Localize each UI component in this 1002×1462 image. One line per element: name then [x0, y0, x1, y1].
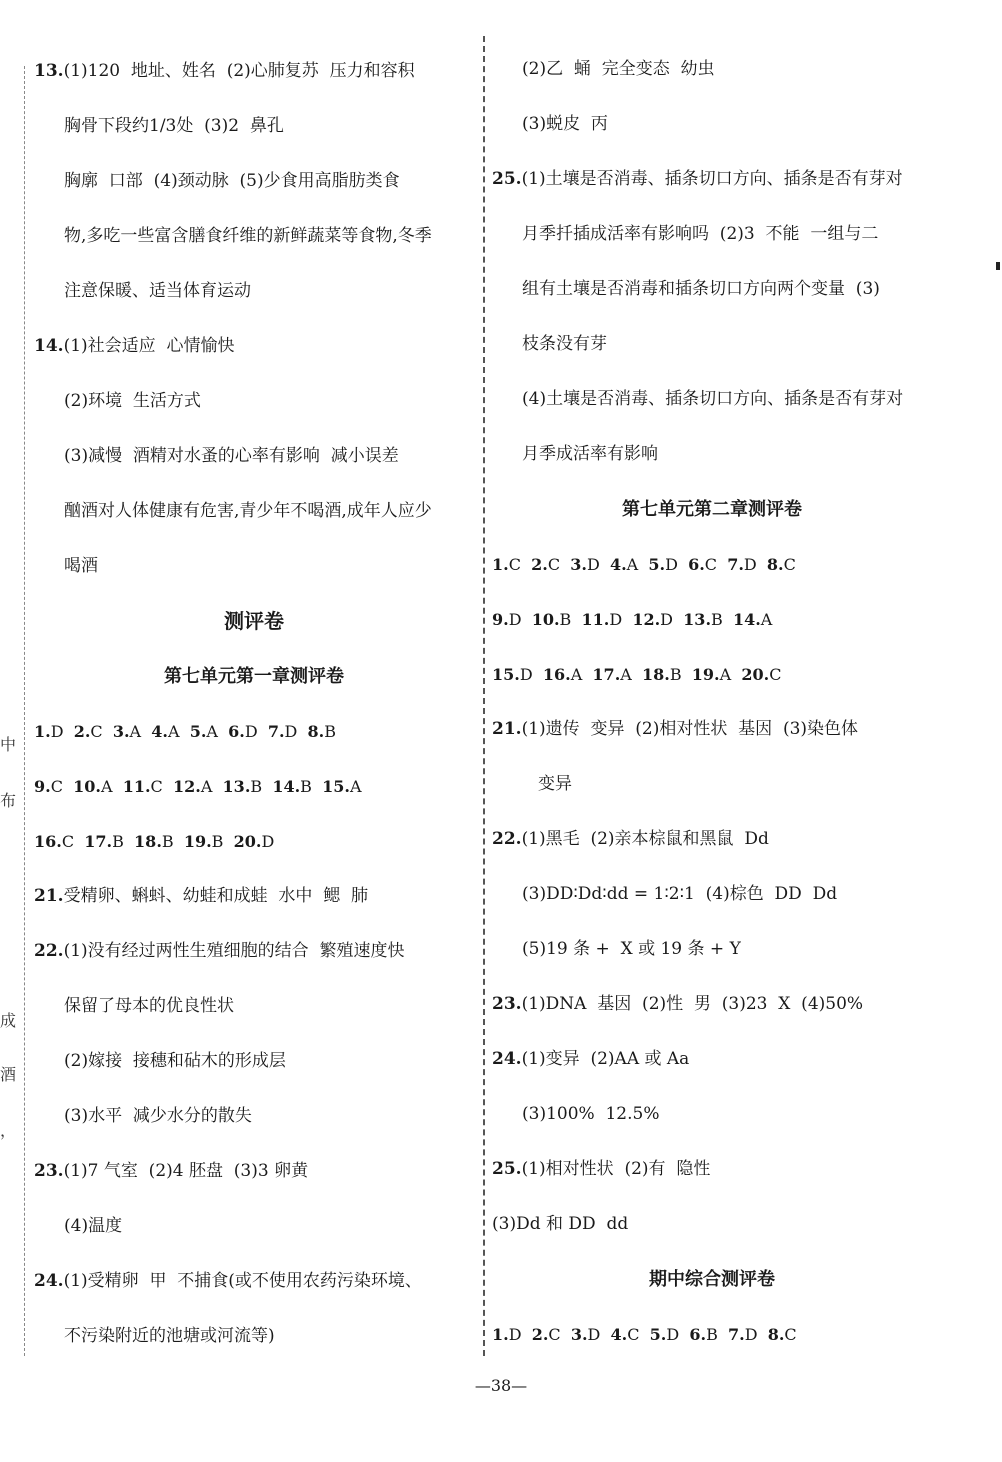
mc-number: 2.	[531, 555, 548, 574]
mc-number: 17.	[84, 832, 113, 851]
mc-answer	[543, 665, 582, 684]
mc-number: 7.	[727, 555, 744, 574]
mc-number: 13.	[683, 610, 712, 629]
mc-answer	[74, 722, 103, 741]
question-number: 21.	[492, 719, 522, 739]
mc-answer	[531, 555, 560, 574]
mc-letter: B	[669, 665, 682, 684]
mc-letter: D	[586, 555, 600, 574]
chapter-title: 期中综合测评卷	[649, 1269, 775, 1290]
answer-25b-line-1	[492, 1142, 932, 1197]
answer-21-line-1	[492, 702, 932, 757]
mc-answer	[610, 555, 638, 574]
mc-letter: D	[587, 1325, 601, 1344]
mc-row	[34, 704, 474, 759]
mc-answer	[492, 610, 522, 629]
mc-number: 16.	[34, 832, 62, 851]
answer-14-line-2: (2)环境 生活方式	[64, 391, 201, 411]
mc-number: 5.	[648, 555, 666, 574]
answer-23	[492, 977, 932, 1032]
mc-letter: A	[129, 722, 142, 741]
mc-answer	[532, 610, 572, 629]
mc-letter: D	[508, 1325, 522, 1344]
mc-number: 19.	[691, 665, 720, 684]
column-divider	[483, 36, 485, 1356]
question-number: 21.	[34, 886, 64, 906]
mc-answer	[648, 555, 678, 574]
mc-letter: C	[783, 555, 796, 574]
mc-answer	[184, 832, 224, 851]
mc-number: 15.	[492, 665, 520, 684]
mc-letter: C	[50, 777, 63, 796]
mc-letter: A	[200, 777, 213, 796]
mc-letter: B	[161, 832, 174, 851]
mc-answer	[34, 777, 63, 796]
answer-25-line-3: 组有土壤是否消毒和插条切口方向两个变量 (3)	[522, 279, 880, 299]
mc-number: 12.	[632, 610, 661, 629]
mc-number: 1.	[34, 722, 51, 741]
answer-22-line-3: (5)19 条 + X 或 19 条 + Y	[522, 939, 741, 959]
mc-letter: D	[261, 832, 275, 851]
mc-answer	[611, 1325, 640, 1344]
mc-letter: A	[620, 665, 632, 684]
multiple-choice-block	[34, 704, 474, 869]
mc-letter: D	[244, 722, 258, 741]
section-title: 测评卷	[224, 609, 284, 633]
mc-letter: B	[559, 610, 572, 629]
mc-letter: D	[744, 1325, 758, 1344]
answer-text: (1)土壤是否消毒、插条切口方向、插条是否有芽对	[521, 169, 903, 189]
mc-answer	[683, 610, 723, 629]
binding-margin-line	[24, 66, 25, 1356]
answer-text: (1)黑毛 (2)亲本棕鼠和黑鼠 Dd	[521, 829, 769, 849]
mc-letter: B	[250, 777, 263, 796]
mc-number: 3.	[570, 1325, 588, 1344]
mc-number: 6.	[228, 722, 245, 741]
answer-25-line-5: (4)土壤是否消毒、插条切口方向、插条是否有芽对	[522, 389, 904, 409]
question-number: 25.	[492, 1159, 522, 1179]
edge-char: 中	[0, 735, 17, 754]
right-column	[492, 42, 932, 1362]
mc-answer	[767, 555, 796, 574]
answer-text: (1)7 气室 (2)4 胚盘 (3)3 卵黄	[63, 1161, 309, 1181]
mc-number: 9.	[34, 777, 51, 796]
mc-number: 8.	[767, 1325, 785, 1344]
mc-row	[34, 814, 474, 869]
mc-row	[492, 537, 932, 592]
question-number: 22.	[34, 941, 64, 961]
mc-answer	[123, 777, 163, 796]
mc-answer	[727, 555, 757, 574]
mc-letter: C	[704, 555, 718, 574]
mc-row	[492, 1307, 932, 1362]
mc-number: 5.	[189, 722, 207, 741]
answer-21	[34, 869, 474, 924]
answer-21-line-2: 变异	[538, 774, 572, 794]
answer-25b-line-2: (3)Dd 和 DD dd	[492, 1214, 629, 1234]
mc-letter: D	[519, 665, 533, 684]
mc-letter: C	[61, 832, 75, 851]
answer-14-line-4: 酗酒对人体健康有危害,青少年不喝酒,成年人应少	[64, 501, 432, 521]
answer-23-line-1	[34, 1144, 474, 1199]
mc-answer	[151, 722, 179, 741]
answer-13-line-2: 胸骨下段约1/3处 (3)2 鼻孔	[64, 116, 284, 136]
mc-number: 3.	[112, 722, 130, 741]
mc-letter: B	[112, 832, 124, 851]
answer-13-line-4: 物,多吃一些富含膳食纤维的新鲜蔬菜等食物,冬季	[64, 226, 432, 246]
mc-answer	[592, 665, 631, 684]
mc-number: 1.	[492, 555, 509, 574]
answer-25-line-1	[492, 152, 932, 207]
question-number: 13.	[34, 61, 64, 81]
mc-answer	[768, 1325, 797, 1344]
mc-answer	[134, 832, 174, 851]
mc-number: 18.	[642, 665, 670, 684]
answer-24-cont-line-2: (3)蜕皮 丙	[522, 114, 608, 134]
answer-24-line-1	[492, 1032, 932, 1087]
mc-answer	[728, 1325, 758, 1344]
mc-number: 17.	[592, 665, 621, 684]
mc-letter: D	[609, 610, 623, 629]
answer-25-line-4: 枝条没有芽	[522, 334, 607, 354]
mc-number: 8.	[307, 722, 325, 741]
mc-letter: A	[570, 665, 583, 684]
mc-answer	[581, 610, 622, 629]
mc-answer	[532, 1325, 561, 1344]
mc-answer	[642, 665, 682, 684]
question-number: 25.	[492, 169, 522, 189]
answer-24-line-2: 不污染附近的池塘或河流等)	[64, 1326, 275, 1346]
mc-letter: A	[167, 722, 180, 741]
mc-letter: C	[784, 1325, 797, 1344]
mc-number: 2.	[73, 722, 91, 741]
mc-number: 3.	[570, 555, 587, 574]
mc-answer	[173, 777, 212, 796]
mc-answer	[492, 555, 521, 574]
mc-answer	[733, 610, 772, 629]
mc-answer	[322, 777, 361, 796]
mc-answer	[223, 777, 263, 796]
mc-answer	[570, 555, 600, 574]
mc-letter: D	[665, 555, 678, 574]
mc-answer	[308, 722, 336, 741]
mc-letter: D	[743, 555, 757, 574]
mc-answer	[34, 722, 64, 741]
mc-answer	[84, 832, 124, 851]
mc-answer	[228, 722, 258, 741]
mc-number: 9.	[492, 610, 509, 629]
mc-answer	[268, 722, 298, 741]
multiple-choice-block	[492, 1307, 932, 1362]
mc-letter: D	[666, 1325, 680, 1344]
mc-letter: D	[284, 722, 298, 741]
mc-number: 6.	[689, 1325, 707, 1344]
mc-number: 10.	[531, 610, 560, 629]
mc-letter: A	[626, 555, 639, 574]
chapter-title: 第七单元第二章测评卷	[622, 499, 802, 520]
mc-letter: D	[660, 610, 673, 629]
mc-answer	[571, 1325, 601, 1344]
mc-number: 7.	[728, 1325, 745, 1344]
mc-answer	[272, 777, 312, 796]
mc-number: 11.	[122, 777, 151, 796]
mc-number: 18.	[134, 832, 162, 851]
answer-text: (1)遗传 变异 (2)相对性状 基因 (3)染色体	[521, 719, 859, 739]
mc-letter: A	[349, 777, 362, 796]
edge-char: 成	[0, 1011, 17, 1030]
mc-answer	[492, 1325, 522, 1344]
mc-letter: C	[548, 1325, 561, 1344]
mc-letter: B	[711, 610, 723, 629]
answer-22-line-1	[492, 812, 932, 867]
answer-14-line-1	[34, 319, 474, 374]
mc-letter: C	[150, 777, 163, 796]
answer-24-cont-line-1: (2)乙 蛹 完全变态 幼虫	[522, 59, 715, 79]
mc-number: 15.	[322, 777, 350, 796]
question-number: 24.	[492, 1049, 522, 1069]
answer-text: (1)相对性状 (2)有 隐性	[521, 1159, 711, 1179]
mc-letter: A	[100, 777, 113, 796]
answer-13-line-5: 注意保暖、适当体育运动	[64, 281, 251, 301]
mc-number: 4.	[610, 1325, 628, 1344]
answer-24-line-2: (3)100% 12.5%	[522, 1104, 660, 1124]
mc-number: 10.	[73, 777, 101, 796]
answer-text: (1)变异 (2)AA 或 Aa	[521, 1049, 690, 1069]
mc-number: 4.	[151, 722, 168, 741]
edge-char: ，	[0, 1121, 17, 1140]
question-number: 23.	[34, 1161, 64, 1181]
mc-answer	[741, 665, 781, 684]
mc-letter: C	[769, 665, 782, 684]
mc-number: 20.	[741, 665, 770, 684]
mc-letter: A	[719, 665, 732, 684]
mc-letter: D	[508, 610, 522, 629]
answer-14-line-3: (3)减慢 酒精对水蚤的心率有影响 减小误差	[64, 446, 399, 466]
mc-number: 1.	[492, 1325, 509, 1344]
mc-number: 7.	[267, 722, 285, 741]
answer-text: (1)DNA 基因 (2)性 男 (3)23 X (4)50%	[521, 994, 864, 1014]
mc-letter: C	[90, 722, 103, 741]
mc-answer	[73, 777, 112, 796]
mc-letter: A	[760, 610, 773, 629]
answer-13-line-3: 胸廓 口部 (4)颈动脉 (5)少食用高脂肪类食	[64, 171, 400, 191]
page-number: —38—	[474, 1376, 528, 1395]
mc-number: 19.	[183, 832, 212, 851]
mc-answer	[34, 832, 74, 851]
mc-row	[492, 647, 932, 702]
mc-number: 2.	[531, 1325, 549, 1344]
answer-24-line-1	[34, 1254, 474, 1309]
chapter-title: 第七单元第一章测评卷	[164, 666, 344, 687]
mc-number: 8.	[766, 555, 784, 574]
multiple-choice-block	[492, 537, 932, 702]
answer-14-line-5: 喝酒	[64, 556, 98, 576]
mc-letter: C	[547, 555, 561, 574]
mc-answer	[689, 1325, 717, 1344]
edge-mark	[996, 262, 1000, 270]
answer-text: (1)没有经过两性生殖细胞的结合 繁殖速度快	[63, 941, 405, 961]
answer-22-line-2: 保留了母本的优良性状	[64, 996, 234, 1016]
mc-letter: B	[300, 777, 312, 796]
question-number: 23.	[492, 994, 522, 1014]
mc-row	[492, 592, 932, 647]
mc-number: 20.	[233, 832, 262, 851]
mc-row	[34, 759, 474, 814]
mc-letter: A	[206, 722, 218, 741]
answer-text: (1)社会适应 心情愉快	[63, 336, 235, 356]
mc-number: 4.	[609, 555, 627, 574]
mc-answer	[492, 665, 533, 684]
answer-22-line-2: (3)DD∶Dd∶dd = 1∶2∶1 (4)棕色 DD Dd	[522, 884, 838, 904]
mc-number: 16.	[542, 665, 571, 684]
answer-13-line-1	[34, 44, 474, 99]
mc-number: 12.	[172, 777, 201, 796]
answer-text: (1)受精卵 甲 不捕食(或不使用农药污染环境、	[63, 1271, 422, 1291]
mc-letter: B	[706, 1325, 718, 1344]
left-column	[34, 44, 474, 1364]
mc-letter: C	[627, 1325, 640, 1344]
mc-letter: B	[211, 832, 224, 851]
mc-answer	[650, 1325, 680, 1344]
question-number: 22.	[492, 829, 522, 849]
mc-letter: C	[508, 555, 521, 574]
answer-22-line-4: (3)水平 减少水分的散失	[64, 1106, 252, 1126]
mc-number: 5.	[649, 1325, 667, 1344]
answer-22-line-1	[34, 924, 474, 979]
mc-letter: B	[324, 722, 337, 741]
mc-answer	[632, 610, 673, 629]
mc-number: 11.	[581, 610, 610, 629]
edge-char: 酒	[0, 1065, 17, 1084]
answer-text: 受精卵、蝌蚪、幼蛙和成蛙 水中 鳃 肺	[63, 886, 369, 906]
mc-answer	[692, 665, 731, 684]
mc-number: 13.	[222, 777, 251, 796]
mc-number: 14.	[272, 777, 301, 796]
mc-number: 14.	[732, 610, 761, 629]
mc-answer	[688, 555, 717, 574]
mc-number: 6.	[688, 555, 705, 574]
mc-answer	[113, 722, 141, 741]
mc-letter: D	[50, 722, 64, 741]
question-number: 14.	[34, 336, 64, 356]
answer-22-line-3: (2)嫁接 接穗和砧木的形成层	[64, 1051, 286, 1071]
answer-23-line-2: (4)温度	[64, 1216, 123, 1236]
question-number: 24.	[34, 1271, 64, 1291]
edge-char: 布	[0, 791, 17, 810]
answer-25-line-2: 月季扦插成活率有影响吗 (2)3 不能 一组与二	[522, 224, 879, 244]
mc-answer	[234, 832, 275, 851]
answer-text: (1)120 地址、姓名 (2)心肺复苏 压力和容积	[63, 61, 415, 81]
answer-25-line-6: 月季成活率有影响	[522, 444, 658, 464]
mc-answer	[190, 722, 218, 741]
